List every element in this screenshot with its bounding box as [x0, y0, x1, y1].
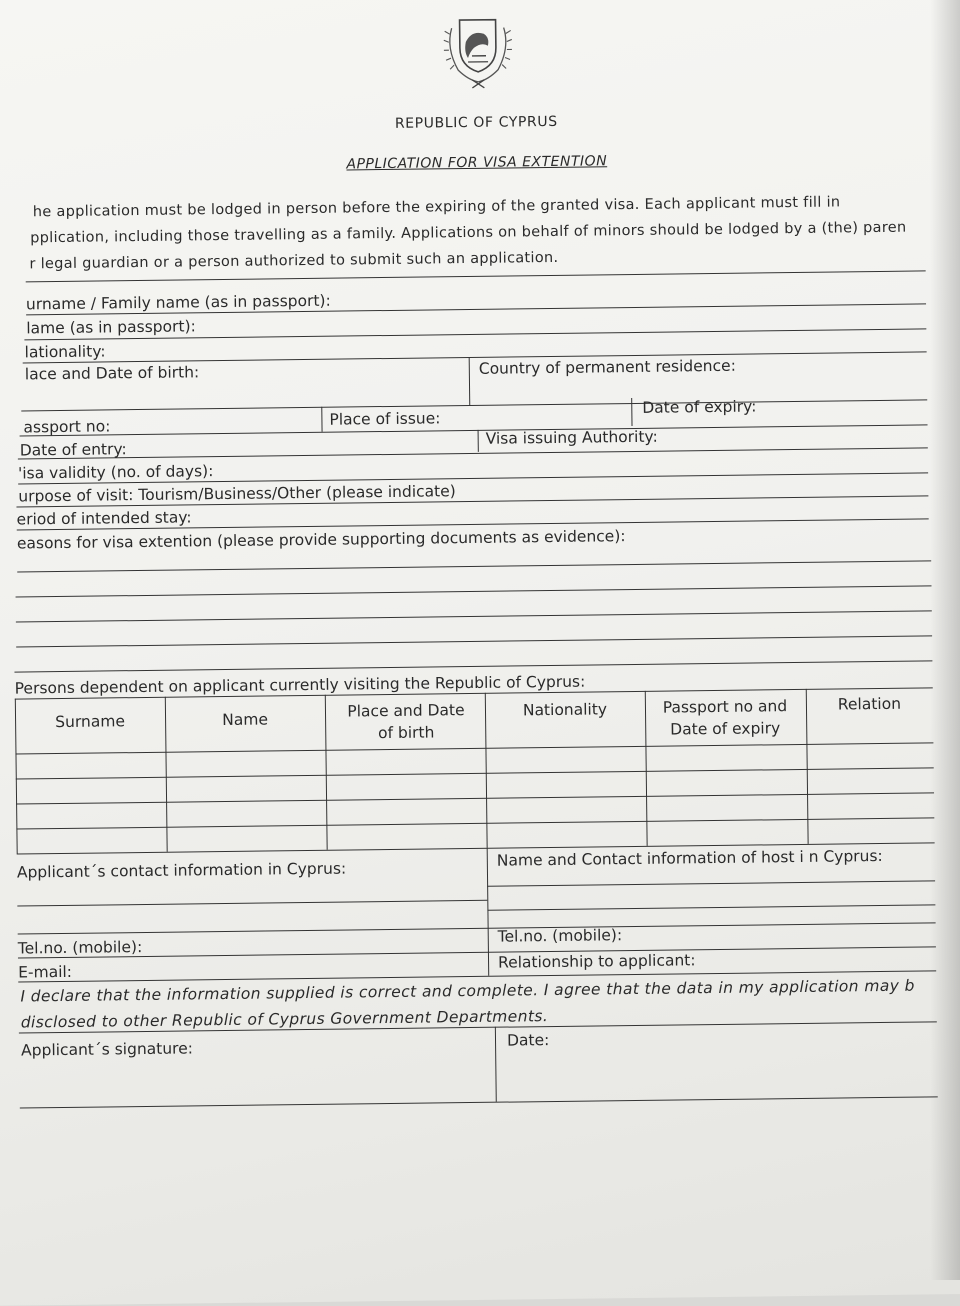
- intro-line-3: r legal guardian or a person authorized to submit such an application.: [29, 249, 559, 273]
- column-header-relation: Relation: [837, 694, 902, 714]
- tel-host-label: Tel.no. (mobile):: [497, 926, 623, 946]
- date-of-entry-label: Date of entry:: [19, 440, 127, 460]
- nationality-field[interactable]: [23, 351, 927, 363]
- dependents-header-bottom: [15, 742, 933, 754]
- applicant-contact-line[interactable]: [17, 900, 487, 907]
- dependents-heading: Persons dependent on applicant currently visiting the Republic of Cyprus:: [14, 672, 586, 698]
- intro-line-1: he application must be lodged in person before the expiring of the granted visa. Each applicant must fill in: [32, 194, 841, 221]
- email-label: E-mail:: [18, 962, 73, 982]
- intro-line-2: pplication, including those travelling as a family. Applications on behalf of minors should be lodged by a (the) paren: [30, 219, 907, 247]
- reasons-label: easons for visa extention (please provide supporting documents as evidence):: [16, 527, 626, 553]
- column-header-place-date-birth: Place and Date of birth: [347, 701, 465, 743]
- host-contact-label: Name and Contact information of host i n Cyprus:: [496, 846, 883, 870]
- date-of-expiry-label: Date of expiry:: [642, 397, 757, 417]
- place-date-birth-label: lace and Date of birth:: [24, 363, 200, 384]
- passport-no-label: assport no:: [23, 417, 111, 437]
- reasons-line[interactable]: [14, 660, 932, 672]
- divider-vertical: [321, 407, 322, 432]
- reasons-line[interactable]: [16, 635, 932, 647]
- date-label: Date:: [506, 1031, 550, 1050]
- country-title: REPUBLIC OF CYPRUS: [394, 113, 558, 132]
- column-header-passport-expiry: Passport no and Date of expiry: [662, 697, 788, 740]
- declaration-line-2: disclosed to other Republic of Cyprus Government Departments.: [20, 1007, 549, 1032]
- divider: [26, 270, 926, 282]
- nationality-label: lationality:: [24, 342, 106, 362]
- period-label: eriod of intended stay:: [16, 508, 192, 529]
- divider-vertical: [469, 357, 471, 405]
- reasons-line[interactable]: [16, 610, 932, 622]
- country-residence-label: Country of permanent residence:: [478, 356, 736, 378]
- column-divider: [325, 695, 328, 850]
- signature-label: Applicant´s signature:: [20, 1039, 194, 1060]
- column-header-nationality: Nationality: [522, 700, 608, 720]
- applicant-contact-label: Applicant´s contact information in Cyprus:: [16, 859, 347, 882]
- column-header-name: Name: [222, 710, 269, 730]
- host-contact-line[interactable]: [487, 904, 935, 910]
- reasons-line[interactable]: [16, 585, 932, 597]
- declaration-line-1: I declare that the information supplied is correct and complete. I agree that the data in my application may b: [20, 976, 915, 1006]
- divider-vertical: [495, 1027, 497, 1102]
- tel-applicant-label: Tel.no. (mobile):: [17, 938, 143, 958]
- place-date-birth-field[interactable]: [21, 399, 927, 411]
- column-header-surname: Surname: [55, 712, 126, 732]
- date-of-entry-field[interactable]: [18, 447, 928, 459]
- visa-authority-label: Visa issuing Authority:: [485, 427, 658, 448]
- cyprus-coat-of-arms-icon: [437, 11, 518, 92]
- contact-divider: [18, 922, 936, 934]
- tel-field[interactable]: [18, 946, 936, 958]
- column-divider: [645, 691, 648, 846]
- purpose-label: urpose of visit: Tourism/Business/Other (please indicate): [18, 482, 456, 506]
- visa-validity-label: 'isa validity (no. of days):: [17, 462, 214, 483]
- table-row[interactable]: [16, 767, 934, 779]
- divider-vertical: [478, 430, 479, 452]
- divider-vertical: [487, 848, 490, 976]
- reasons-line[interactable]: [17, 560, 931, 572]
- signature-field[interactable]: [20, 1096, 938, 1108]
- form-title: APPLICATION FOR VISA EXTENTION: [346, 153, 608, 173]
- table-row[interactable]: [16, 817, 934, 829]
- table-row[interactable]: [16, 792, 934, 804]
- surname-label: urname / Family name (as in passport):: [25, 291, 331, 314]
- relationship-label: Relationship to applicant:: [497, 951, 696, 972]
- place-of-issue-label: Place of issue:: [329, 409, 441, 429]
- passport-field[interactable]: [20, 424, 928, 436]
- name-label: lame (as in passport):: [26, 317, 196, 338]
- host-contact-line[interactable]: [487, 880, 935, 886]
